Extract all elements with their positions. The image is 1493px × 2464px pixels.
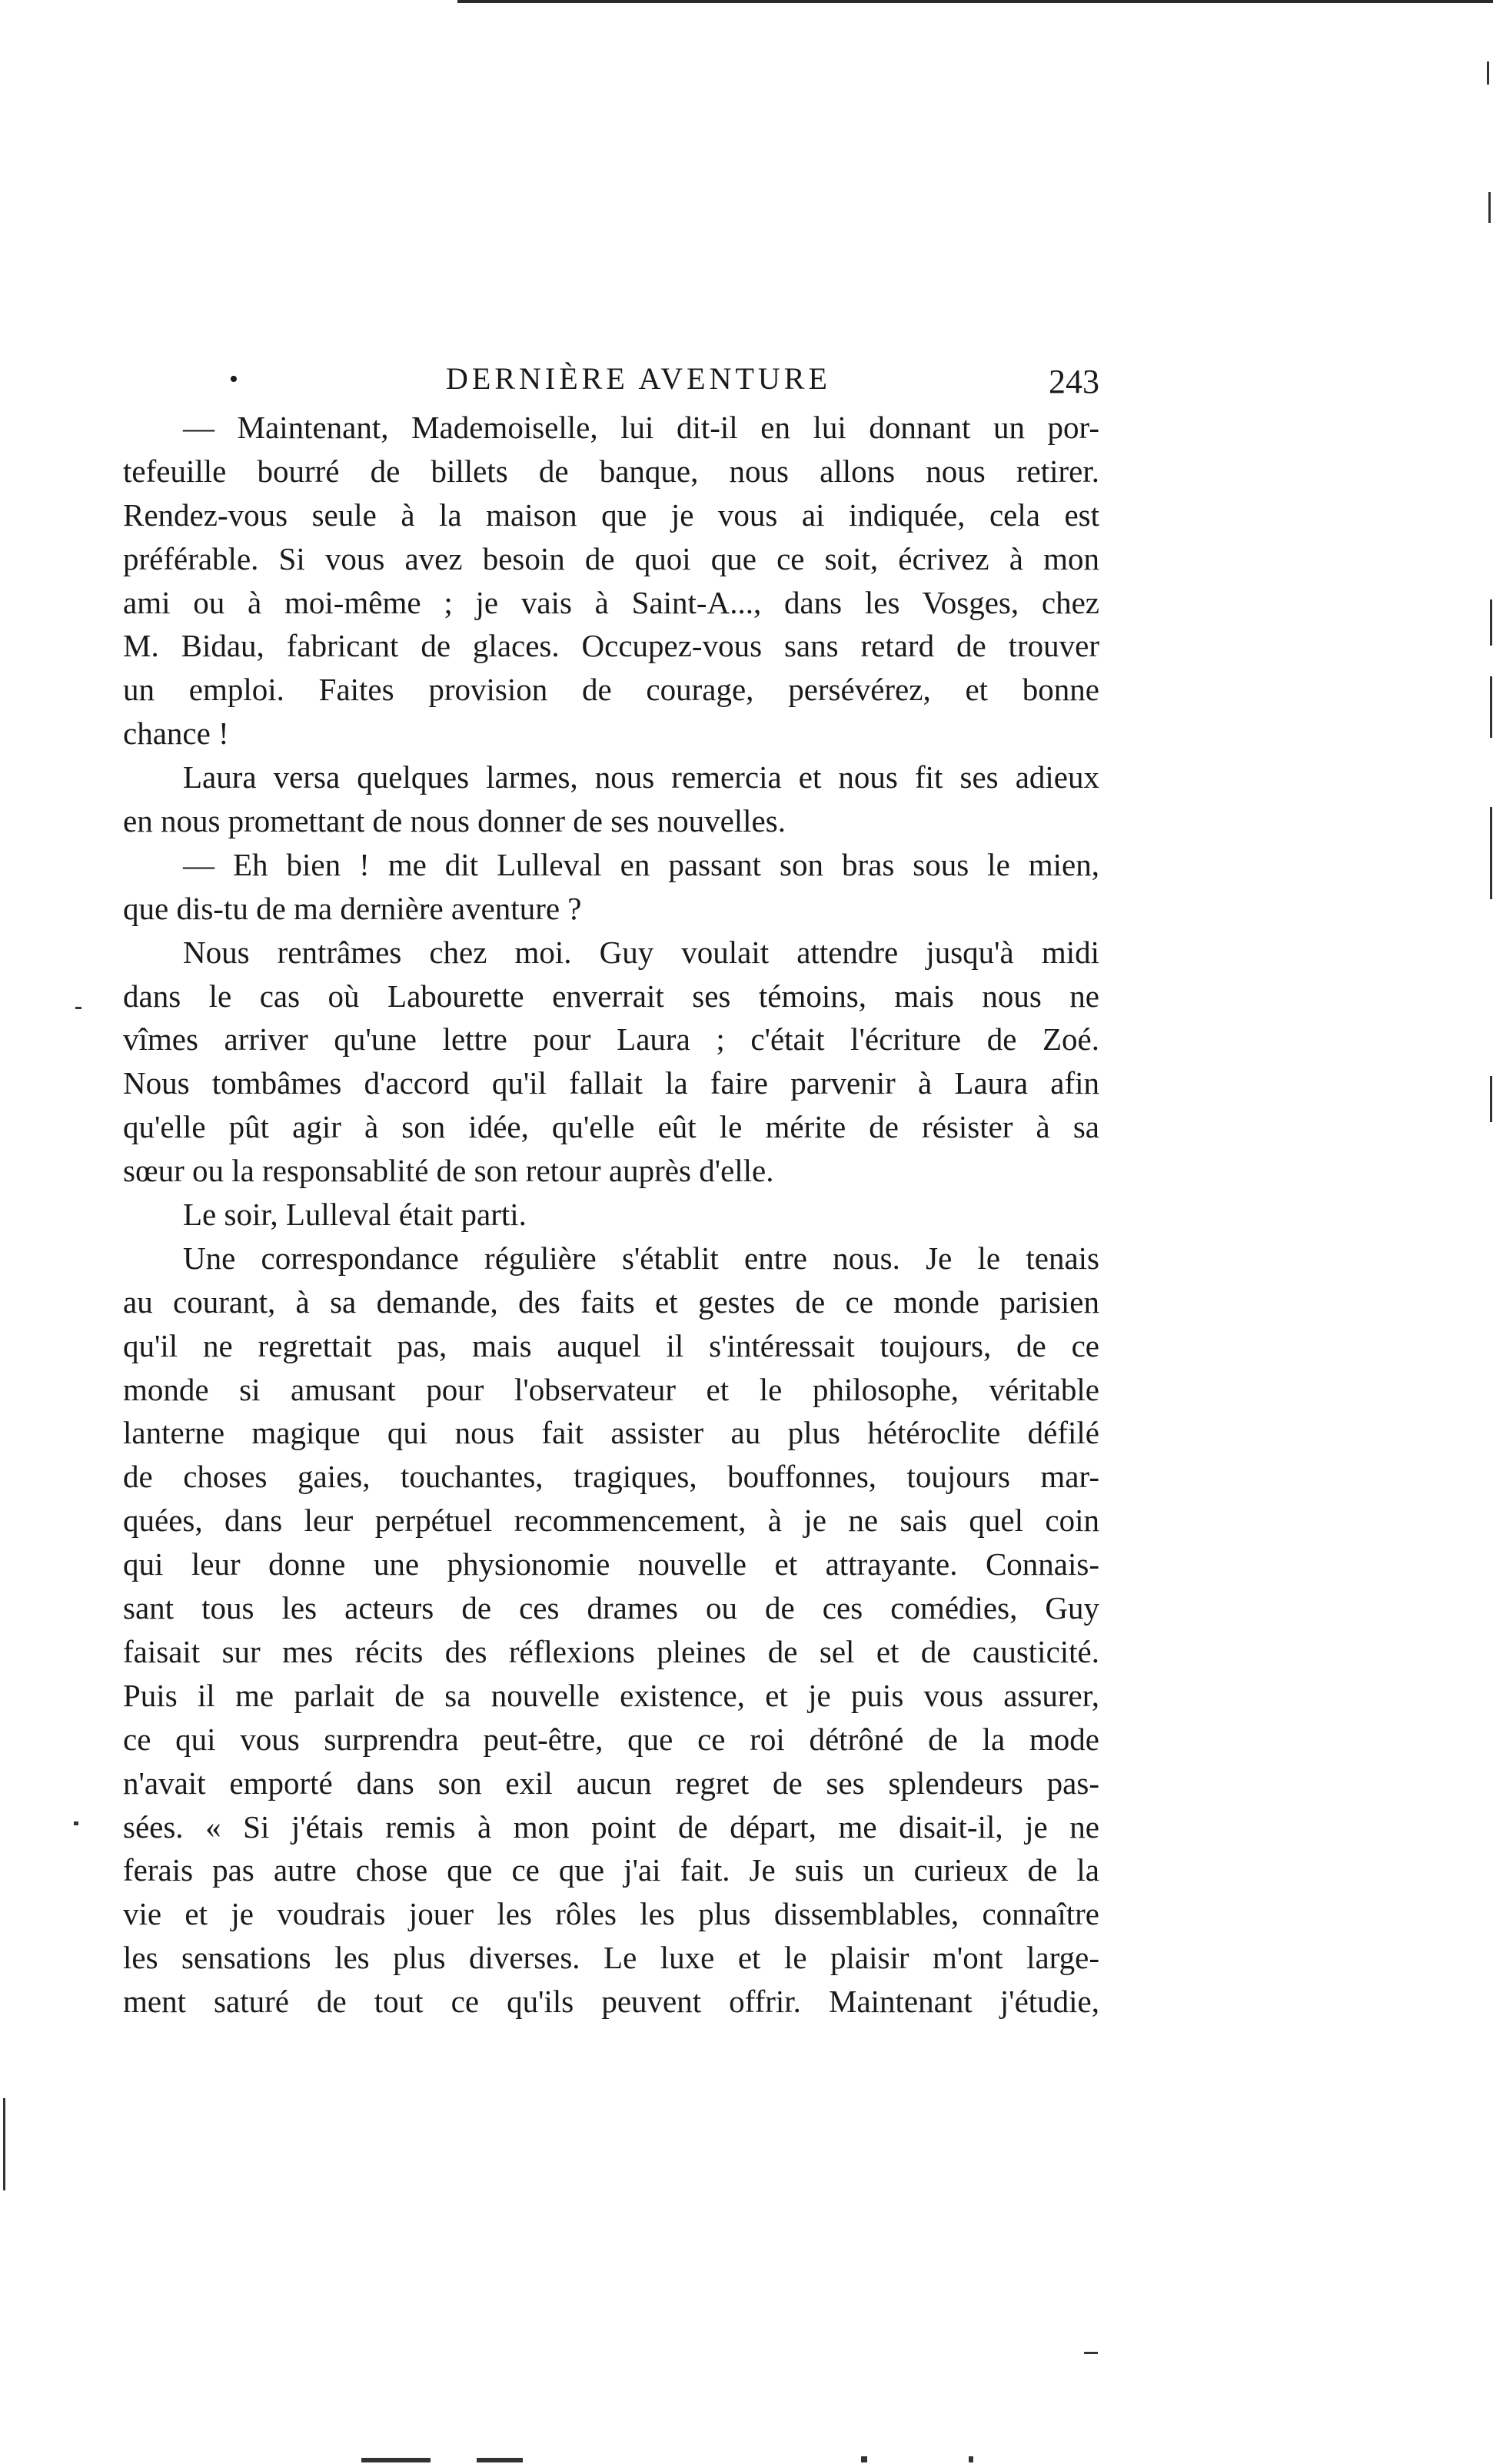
text-line: vîmes arriver qu'une lettre pour Laura ; c'était l'écriture de Zoé. (123, 1021, 1099, 1058)
running-head-title: DERNIÈRE AVENTURE (446, 361, 831, 396)
text-line: faisait sur mes récits des réflexions pleines de sel et de causticité. (123, 1633, 1099, 1669)
scan-margin-mark (1490, 1076, 1492, 1122)
head-ornament: • (229, 365, 238, 394)
text-line: sant tous les acteurs de ces drames ou de ces comédies, Guy (123, 1590, 1099, 1626)
text-line: ce qui vous surprendra peut-être, que ce roi détrôné de la mode (123, 1721, 1099, 1757)
text-line: en nous promettant de nous donner de ses nouvelles. (123, 803, 786, 839)
text-line: les sensations les plus diverses. Le luxe et le plaisir m'ont large- (123, 1940, 1099, 1976)
scan-margin-mark (1488, 192, 1491, 223)
text-line: ferais pas autre chose que ce que j'ai fait. Je suis un curieux de la (123, 1852, 1099, 1888)
text-line: Puis il me parlait de sa nouvelle existence, et je puis vous assurer, (123, 1677, 1099, 1713)
scan-margin-mark (1490, 807, 1492, 899)
text-line: ami ou à moi-même ; je vais à Saint-A..., dans les Vosges, chez (123, 584, 1099, 620)
text-line: Nous tombâmes d'accord qu'il fallait la faire parvenir à Laura afin (123, 1065, 1099, 1101)
text-line: un emploi. Faites provision de courage, persévérez, et bonne (123, 672, 1099, 708)
scan-speck (1084, 2352, 1098, 2354)
text-line: tefeuille bourré de billets de banque, nous allons nous retirer. (123, 453, 1099, 489)
scan-speck (75, 1007, 81, 1009)
scan-margin-mark (1490, 599, 1492, 646)
text-line: sœur ou la responsablité de son retour auprès d'elle. (123, 1153, 774, 1189)
scan-speck (74, 1821, 78, 1825)
text-line: quées, dans leur perpétuel recommencement, à je ne sais quel coin (123, 1503, 1099, 1539)
scan-bottom-mark (969, 2456, 973, 2462)
text-line: qu'elle pût agir à son idée, qu'elle eût le mérite de résister à sa (123, 1109, 1099, 1145)
text-line: sées. « Si j'étais remis à mon point de départ, me disait-il, je ne (123, 1808, 1099, 1845)
text-line: M. Bidau, fabricant de glaces. Occupez-vous sans retard de trouver (123, 628, 1099, 664)
text-line: chance ! (123, 716, 229, 752)
text-line: que dis-tu de ma dernière aventure ? (123, 890, 582, 926)
text-line: — Maintenant, Mademoiselle, lui dit-il en lui donnant un por- (183, 410, 1099, 445)
text-line: n'avait emporté dans son exil aucun regret de ses splendeurs pas- (123, 1765, 1099, 1801)
scan-margin-mark (1487, 61, 1489, 85)
scan-margin-mark (1490, 676, 1492, 738)
text-line: qui leur donne une physionomie nouvelle et attrayante. Connais- (123, 1546, 1099, 1582)
text-line: Le soir, Lulleval était parti. (183, 1197, 527, 1233)
scan-bottom-mark (861, 2456, 867, 2462)
text-line: Rendez-vous seule à la maison que je vous ai indiquée, cela est (123, 496, 1099, 533)
text-line: qu'il ne regrettait pas, mais auquel il s'intéressait toujours, de ce (123, 1327, 1099, 1363)
running-head (123, 360, 1099, 406)
scan-bottom-mark (361, 2458, 431, 2462)
text-line: ment saturé de tout ce qu'ils peuvent offrir. Maintenant j'étudie, (123, 1984, 1099, 2020)
scan-bottom-mark (477, 2458, 523, 2462)
top-border-rule (457, 0, 1493, 3)
text-line: monde si amusant pour l'observateur et le philosophe, véritable (123, 1371, 1099, 1407)
text-line: Laura versa quelques larmes, nous remercia et nous fit ses adieux (183, 759, 1099, 795)
body-text (123, 406, 1099, 2024)
text-line: Nous rentrâmes chez moi. Guy voulait attendre jusqu'à midi (183, 934, 1099, 970)
text-line: au courant, à sa demande, des faits et gestes de ce monde parisien (123, 1283, 1099, 1320)
text-line: lanterne magique qui nous fait assister au plus hétéroclite défilé (123, 1415, 1099, 1451)
text-line: — Eh bien ! me dit Lulleval en passant son bras sous le mien, (183, 846, 1099, 882)
text-line: dans le cas où Labourette enverrait ses témoins, mais nous ne (123, 978, 1099, 1014)
text-line: Une correspondance régulière s'établit entre nous. Je le tenais (183, 1240, 1099, 1276)
text-line: vie et je voudrais jouer les rôles les plus dissemblables, connaître (123, 1896, 1099, 1932)
page-number: 243 (1049, 363, 1099, 400)
scan-margin-mark (3, 2098, 5, 2190)
text-line: préférable. Si vous avez besoin de quoi que ce soit, écrivez à mon (123, 540, 1099, 576)
text-line: de choses gaies, touchantes, tragiques, bouffonnes, toujours mar- (123, 1459, 1099, 1495)
